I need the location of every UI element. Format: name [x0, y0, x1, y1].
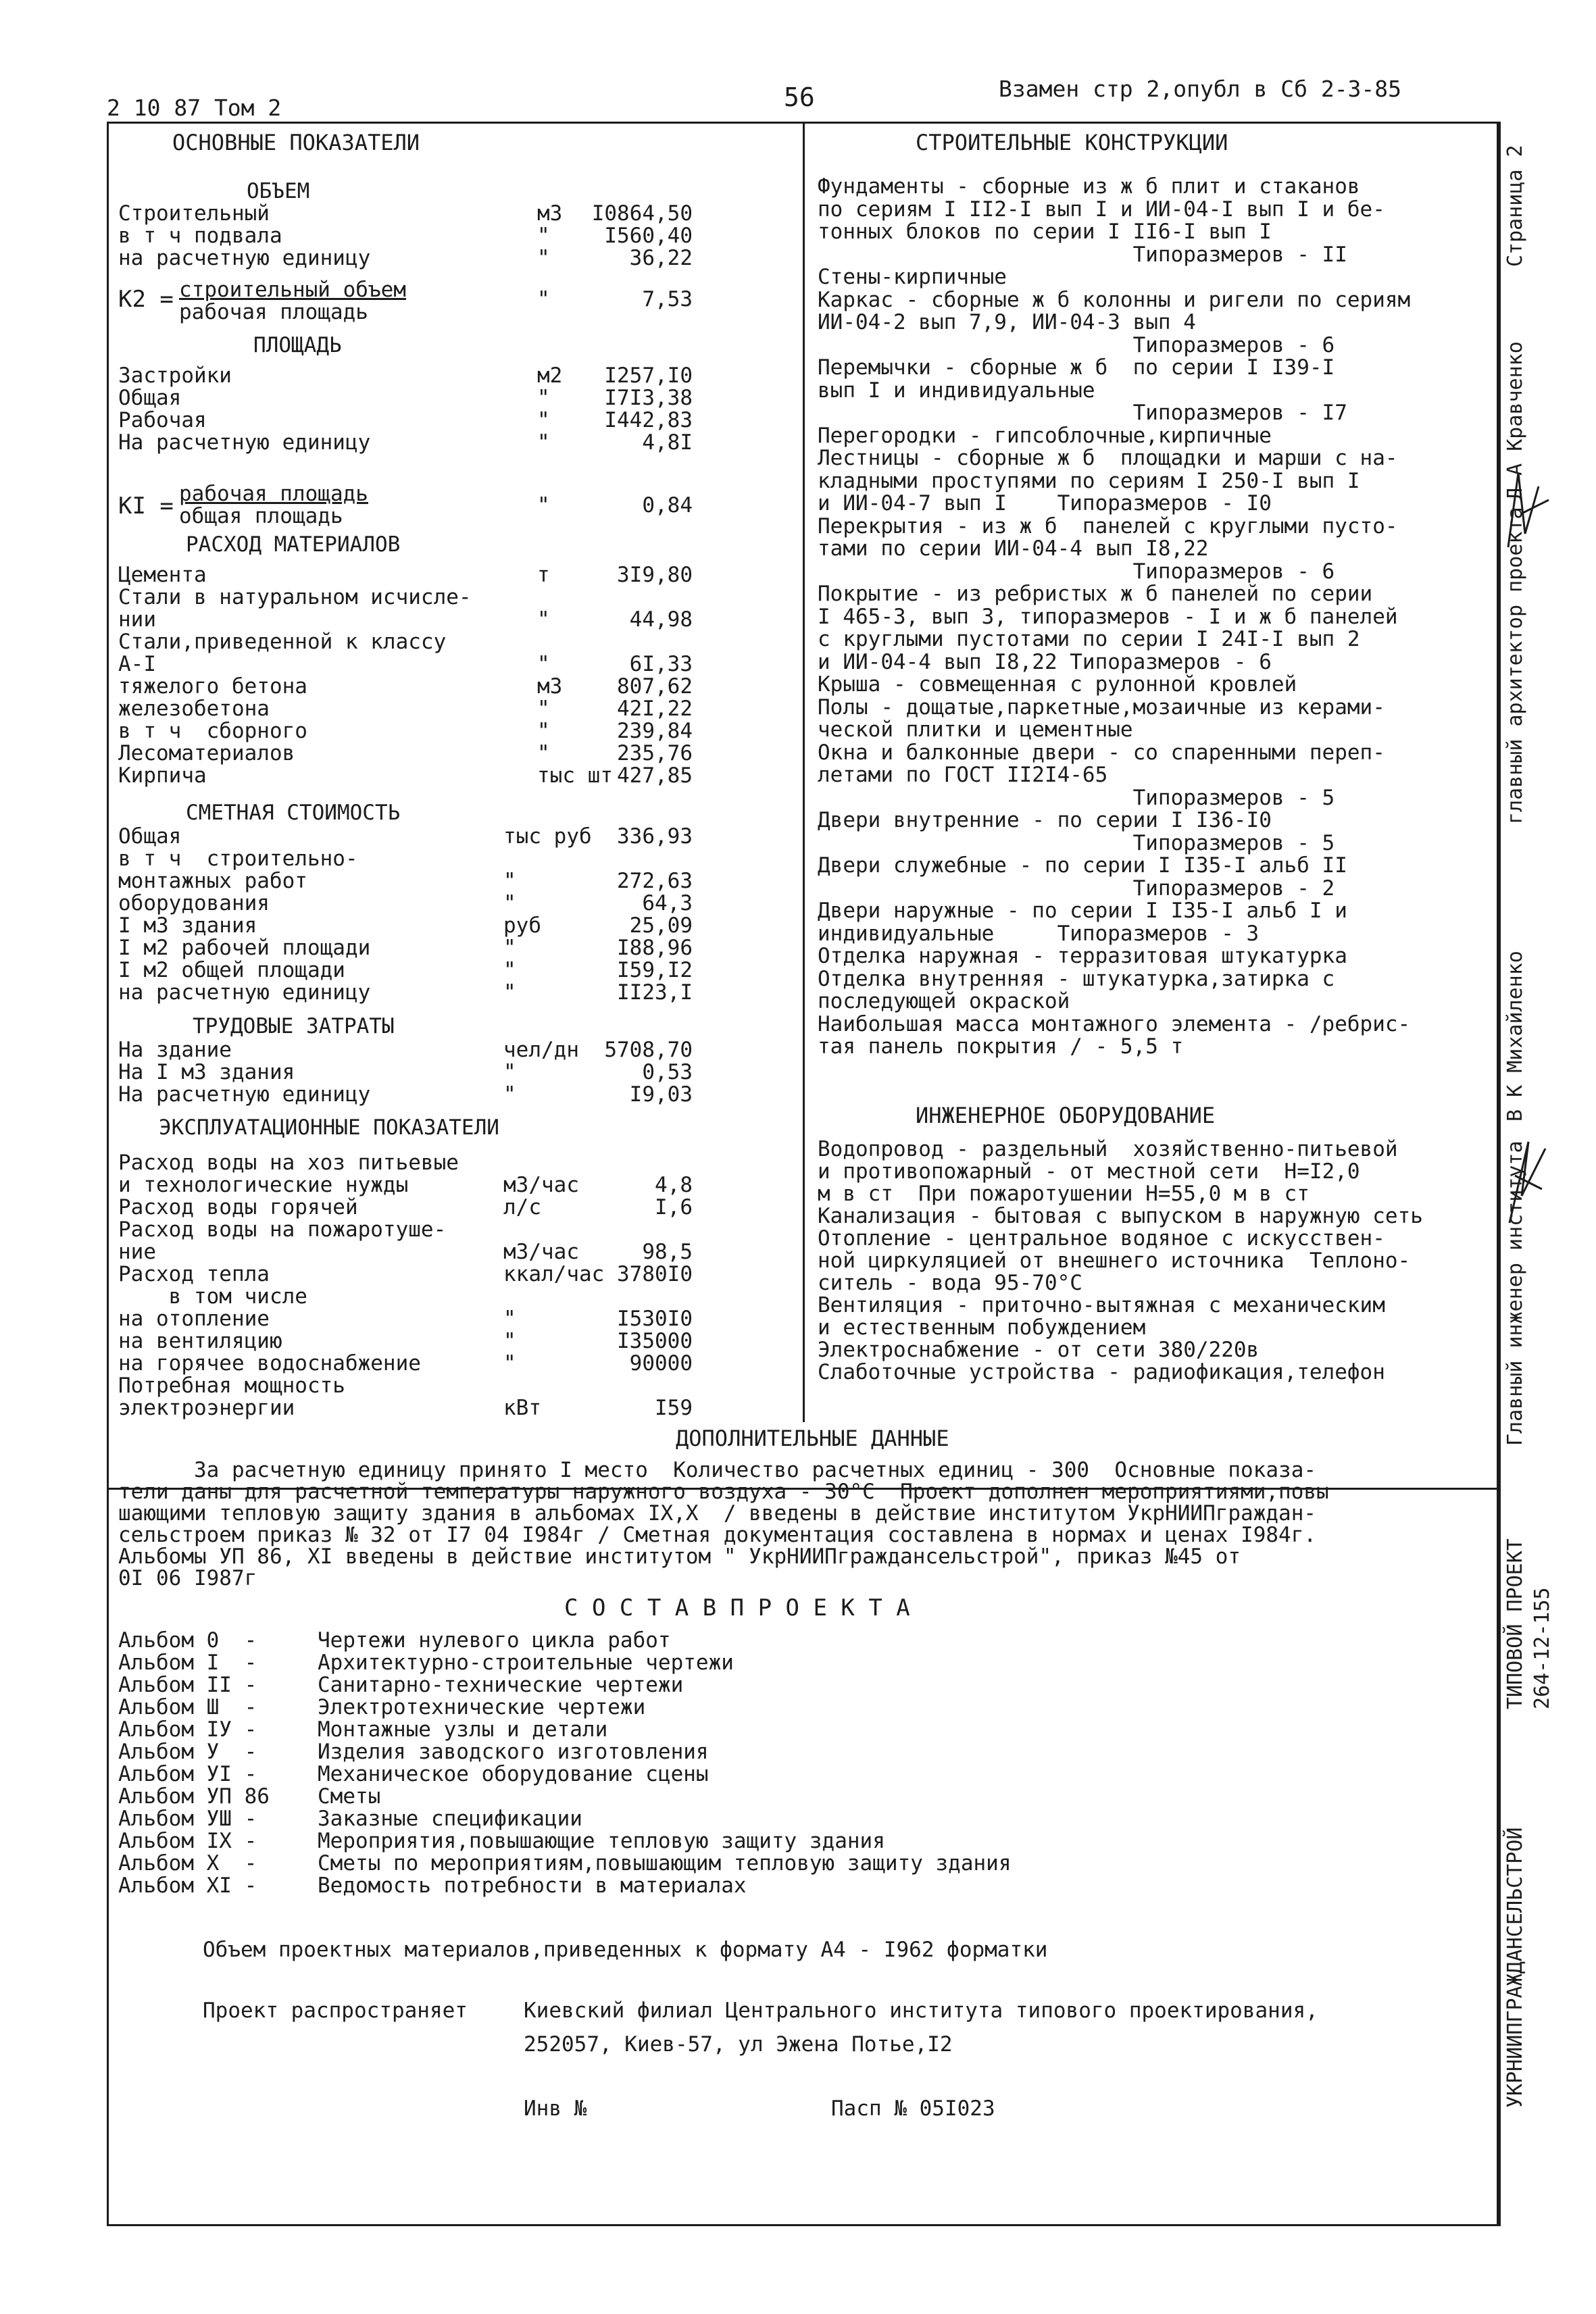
additional-line: тели даны для расчетной температуры наружного воздуха - 30°С Проект дополнен мероприятиями,повы — [118, 1480, 1329, 1504]
indicator-value: I257,I0 — [604, 363, 693, 388]
structure-line: и ИИ-04-7 вып I Типоразмеров - I0 — [818, 491, 1272, 515]
album-description: Электротехнические чертежи — [318, 1695, 646, 1719]
indicator-label: Расход воды на хоз питьевые — [118, 1151, 459, 1175]
additional-line: Альбомы УП 86, XI введены в действие институтом " УкрНИИПгражданcельстрой", приказ №45 от — [118, 1544, 1241, 1569]
indicator-unit: " — [537, 386, 550, 410]
engineering-line: Водопровод - раздельный хозяйственно-питьевой — [818, 1137, 1398, 1161]
indicator-value: I530I0 — [617, 1307, 693, 1331]
engineering-line: м в ст При пожаротушении Н=55,0 м в ст — [818, 1182, 1310, 1206]
indicator-label: Строительный — [118, 201, 270, 226]
album-label: Альбом IX - — [118, 1829, 257, 1853]
indicator-value: I35000 — [617, 1329, 693, 1353]
engineering-line: Канализация - бытовая с выпуском в наружную сеть — [818, 1204, 1423, 1228]
k2-numerator: строительный объем — [179, 278, 406, 302]
indicator-unit: " — [503, 1307, 516, 1331]
album-description: Ведомость потребности в материалах — [318, 1873, 747, 1898]
indicator-value: 42I,22 — [617, 697, 693, 721]
structure-line: Двери внутренние - по серии I I36-I0 — [818, 808, 1272, 832]
indicator-value: I88,96 — [617, 936, 693, 960]
k2-unit: " — [537, 287, 550, 311]
structure-line: летами по ГОСТ II2I4-65 — [818, 763, 1108, 787]
indicator-unit: " — [503, 980, 516, 1005]
structure-line: Наибольшая масса монтажного элемента - /ребрис- — [818, 1011, 1411, 1036]
indicator-label: железобетона — [118, 697, 270, 721]
distributor-line-2: 252057, Киев-57, ул Эжена Потье,I2 — [524, 2032, 953, 2057]
album-label: Альбом 0 - — [118, 1628, 257, 1653]
additional-line: шающими тепловую защиту здания в альбомах IX,X / введены в действие институтом УкрНИИПграждан- — [118, 1501, 1317, 1526]
indicator-unit: " — [503, 1060, 516, 1084]
section-title-additional: ДОПОЛНИТЕЛЬНЫЕ ДАННЫЕ — [676, 1426, 949, 1451]
structure-line: тонных блоков по серии I II6-I вып I — [818, 220, 1272, 244]
indicator-unit: " — [537, 607, 550, 632]
indicator-label: Стали в натуральном исчисле- — [118, 585, 472, 609]
structure-line: Отделка внутренняя - штукатурка,затирка с — [818, 966, 1335, 991]
album-description: Сметы — [318, 1784, 381, 1809]
sidebar-divider — [1499, 122, 1501, 2226]
indicator-label: На здание — [118, 1038, 232, 1062]
sidebar-architect-role: главный архитектор проекта — [1503, 507, 1527, 824]
indicator-unit: " — [537, 408, 550, 432]
structure-line: Двери наружные - по серии I I35-I альб I и — [818, 899, 1347, 923]
indicator-label: На расчетную единицу — [118, 430, 371, 455]
engineering-line: и противопожарный - от местной сети Н=I2,0 — [818, 1159, 1360, 1184]
structure-line: ИИ-04-2 вып 7,9, ИИ-04-3 вып 4 — [818, 310, 1196, 334]
indicator-unit: м3/час — [503, 1240, 579, 1264]
indicator-value: 4,8I — [642, 430, 693, 455]
indicator-label: на расчетную единицу — [118, 980, 371, 1005]
additional-line: 0I 06 I987г — [118, 1566, 257, 1590]
indicator-label: На I м3 здания — [118, 1060, 295, 1084]
materials-heading: РАСХОД МАТЕРИАЛОВ — [186, 532, 401, 557]
indicator-label: Общая — [118, 386, 182, 410]
indicator-unit: руб — [503, 913, 541, 938]
indicator-unit: " — [503, 1329, 516, 1353]
sidebar-institute: УКРНИИПГРАЖДАНСЕЛЬСТРОЙ — [1503, 1827, 1527, 2108]
structure-line: I 465-3, вып 3, типоразмеров - I и ж б панелей — [818, 604, 1398, 629]
k1-unit: " — [537, 493, 550, 518]
structure-line: Типоразмеров - 2 — [818, 876, 1335, 901]
indicator-label: Потребная мощность — [118, 1374, 345, 1398]
indicator-label: Расход воды на пожаротуше- — [118, 1217, 447, 1242]
indicator-unit: тыс шт — [537, 763, 613, 788]
structure-line: Стены-кирпичные — [818, 265, 1007, 289]
indicator-value: 5708,70 — [604, 1038, 693, 1062]
indicator-value: 98,5 — [642, 1240, 693, 1264]
indicator-value: 427,85 — [617, 763, 693, 788]
album-label: Альбом XI - — [118, 1873, 257, 1898]
k1-value: 0,84 — [642, 493, 693, 518]
structure-line: Полы - дощатые,паркетные,мозаичные из керами- — [818, 695, 1385, 720]
indicator-value: I59 — [655, 1396, 693, 1420]
inventory-number: Инв № — [524, 2096, 587, 2121]
sidebar-architect-name: Л А Кравченко — [1503, 341, 1527, 500]
indicator-label: Расход воды горячей — [118, 1195, 358, 1219]
album-label: Альбом УI - — [118, 1762, 257, 1786]
indicator-unit: " — [537, 697, 550, 721]
indicator-value: 235,76 — [617, 741, 693, 765]
album-description: Механическое оборудование сцены — [318, 1762, 709, 1786]
indicator-unit: ккал/час — [503, 1262, 605, 1286]
indicator-label: ние — [118, 1240, 156, 1264]
structure-line: Перемычки - сборные ж б по серии I I39-I — [818, 355, 1335, 380]
indicator-unit: кВт — [503, 1396, 541, 1420]
indicator-label: на вентиляцию — [118, 1329, 282, 1353]
sidebar-project-code: 264-12-155 — [1530, 1587, 1554, 1709]
album-description: Мероприятия,повышающие тепловую защиту здания — [318, 1829, 885, 1853]
indicator-label: Кирпича — [118, 763, 207, 788]
indicator-label: Стали,приведенной к классу — [118, 630, 447, 654]
indicator-label: монтажных работ — [118, 869, 307, 893]
structure-line: Фундаменты - сборные из ж б плит и стаканов — [818, 174, 1360, 199]
indicator-label: на горячее водоснабжение — [118, 1351, 421, 1376]
indicator-value: 3780I0 — [617, 1262, 693, 1286]
album-description: Изделия заводского изготовления — [318, 1740, 709, 1764]
indicator-value: 239,84 — [617, 719, 693, 743]
structure-line: Типоразмеров - I7 — [818, 401, 1347, 425]
indicator-label: А-I — [118, 652, 156, 676]
distributor-line-1: Киевский филиал Центрального института типового проектирования, — [524, 1998, 1318, 2023]
passport-number: Пасп № 05I023 — [831, 2096, 995, 2121]
album-label: Альбом IУ - — [118, 1717, 257, 1742]
indicator-value: 272,63 — [617, 869, 693, 893]
structure-line: кладными проступями по сериям I 250-I вып I — [818, 468, 1360, 493]
section-title-composition: С О С Т А В П Р О Е К Т А — [564, 1594, 910, 1621]
section-title-structures: СТРОИТЕЛЬНЫЕ КОНСТРУКЦИИ — [916, 130, 1228, 155]
indicator-label: в т ч строительно- — [118, 847, 358, 871]
structure-line: Перекрытия - из ж б панелей с круглыми пусто- — [818, 513, 1398, 538]
structure-line: Окна и балконные двери - со спаренными переп- — [818, 740, 1385, 765]
indicator-value: I560,40 — [604, 224, 693, 248]
section-title-main: ОСНОВНЫЕ ПОКАЗАТЕЛИ — [172, 130, 420, 155]
indicator-label: оборудования — [118, 891, 270, 915]
indicator-label: I м3 здания — [118, 913, 257, 938]
structure-line: Типоразмеров - 6 — [818, 332, 1335, 357]
k2-denominator: рабочая площадь — [179, 300, 368, 324]
structure-line: и ИИ-04-4 вып I8,22 Типоразмеров - 6 — [818, 649, 1272, 674]
structure-line: последующей окраской — [818, 989, 1070, 1013]
indicator-unit: " — [503, 869, 516, 893]
indicator-value: I9,03 — [629, 1082, 693, 1107]
indicator-label: в т ч сборного — [118, 719, 307, 743]
indicator-label: Лесоматериалов — [118, 741, 295, 765]
indicator-label: Застройки — [118, 363, 232, 388]
album-label: Альбом X - — [118, 1851, 257, 1876]
indicator-unit: " — [537, 652, 550, 676]
indicator-unit: " — [503, 1351, 516, 1376]
indicator-unit: м3 — [537, 674, 563, 699]
indicator-value: I442,83 — [604, 408, 693, 432]
main-indicators — [118, 132, 713, 1618]
sidebar-engineer-role: Главный инженер института — [1503, 1140, 1527, 1446]
indicator-label: На расчетную единицу — [118, 1082, 371, 1107]
album-description: Санитарно-технические чертежи — [318, 1673, 684, 1697]
indicator-unit: " — [537, 430, 550, 455]
replacement-note: Взамен стр 2,опубл в Сб 2-3-85 — [999, 76, 1402, 102]
indicator-unit: " — [503, 958, 516, 982]
indicator-label: в т ч подвала — [118, 224, 282, 248]
structure-line: Отделка наружная - терразитовая штукатурка — [818, 944, 1347, 968]
album-label: Альбом УП 86 — [118, 1784, 270, 1809]
indicator-value: I0864,50 — [591, 201, 693, 226]
indicator-unit: " — [503, 936, 516, 960]
indicator-label: электроэнергии — [118, 1396, 295, 1420]
indicator-value: 90000 — [629, 1351, 693, 1376]
indicator-unit: " — [537, 719, 550, 743]
album-description: Сметы по мероприятиям,повышающим тепловую защиту здания — [318, 1851, 1012, 1876]
indicator-value: II23,I — [617, 980, 693, 1005]
additional-line: сельстроем приказ № 32 от I7 04 I984г / Сметная документация составлена в нормах и ценах I984г. — [118, 1523, 1317, 1547]
indicator-value: 44,98 — [629, 607, 693, 632]
structure-line: Перегородки - гипсоблочные,кирпичные — [818, 423, 1272, 448]
indicator-value: 807,62 — [617, 674, 693, 699]
structure-line: Типоразмеров - 5 — [818, 785, 1335, 810]
album-description: Чертежи нулевого цикла работ — [318, 1628, 671, 1653]
sidebar-engineer-name: В К Михайленко — [1503, 951, 1527, 1122]
ops-heading: ЭКСПЛУАТАЦИОННЫЕ ПОКАЗАТЕЛИ — [159, 1115, 499, 1140]
page-number: 56 — [784, 82, 815, 112]
structure-line: Крыша - совмещенная с рулонной кровлей — [818, 672, 1297, 697]
structure-line: Лестницы - сборные ж б площадки и марши с на- — [818, 446, 1398, 470]
indicator-value: 25,09 — [629, 913, 693, 938]
indicator-value: 336,93 — [617, 824, 693, 849]
volume-heading: ОБЪЕМ — [247, 179, 310, 203]
cost-heading: СМЕТНАЯ СТОИМОСТЬ — [186, 801, 401, 825]
indicator-label: в том числе — [118, 1284, 307, 1309]
indicator-label: Рабочая — [118, 408, 207, 432]
labor-heading: ТРУДОВЫЕ ЗАТРАТЫ — [193, 1014, 395, 1038]
k1-numerator: рабочая площадь — [179, 482, 368, 506]
structure-line: Покрытие - из ребристых ж б панелей по серии — [818, 582, 1373, 606]
engineering-line: Слаботочные устройства - радиофикация,телефон — [818, 1360, 1385, 1384]
indicator-unit: чел/дн — [503, 1038, 579, 1062]
indicator-value: I59,I2 — [617, 958, 693, 982]
indicator-value: I,6 — [655, 1195, 693, 1219]
album-description: Монтажные узлы и детали — [318, 1717, 608, 1742]
engineering-line: Электроснабжение - от сети 380/220в — [818, 1338, 1260, 1362]
indicator-unit: " — [503, 1082, 516, 1107]
indicator-unit: м3/час — [503, 1173, 579, 1197]
sidebar-page-label: Страница 2 — [1503, 145, 1527, 267]
album-label: Альбом II - — [118, 1673, 257, 1697]
album-label: Альбом УШ - — [118, 1807, 257, 1831]
engineering-line: Вентиляция - приточно-вытяжная с механическим — [818, 1293, 1385, 1317]
section-title-engineering: ИНЖЕНЕРНОЕ ОБОРУДОВАНИЕ — [916, 1103, 1216, 1128]
structure-line: Каркас - сборные ж б колонны и ригели по сериям — [818, 287, 1411, 312]
indicator-value: 4,8 — [655, 1173, 693, 1197]
engineering-line: и естественным побуждением — [818, 1315, 1146, 1340]
structure-line: индивидуальные Типоразмеров - 3 — [818, 921, 1260, 946]
doc-code: 2 10 87 Том 2 — [107, 95, 282, 121]
structure-line: ческой плитки и цементные — [818, 718, 1133, 742]
indicator-unit: тыс руб — [503, 824, 592, 849]
k2-symbol: К2 = — [118, 286, 174, 313]
additional-line: За расчетную единицу принято I место Количество расчетных единиц - 300 Основные показа- — [118, 1458, 1317, 1482]
indicator-value: 0,53 — [642, 1060, 693, 1084]
indicator-label: и технологические нужды — [118, 1173, 409, 1197]
indicator-label: на отопление — [118, 1307, 270, 1331]
structure-line: Двери служебные - по серии I I35-I альб II — [818, 853, 1347, 878]
indicator-label: на расчетную единицу — [118, 246, 371, 270]
indicator-value: 64,3 — [642, 891, 693, 915]
album-label: Альбом У - — [118, 1740, 257, 1764]
k1-symbol: КI = — [118, 493, 174, 520]
structure-line: тами по серии ИИ-04-4 вып I8,22 — [818, 536, 1209, 561]
structure-line: по сериям I II2-I вып I и ИИ-04-I вып I и бе- — [818, 197, 1385, 222]
structure-line: вып I и индивидуальные — [818, 378, 1095, 403]
indicator-value: I7I3,38 — [604, 386, 693, 410]
indicator-unit: " — [503, 891, 516, 915]
structure-line: Типоразмеров - 6 — [818, 559, 1335, 584]
engineering-line: Отопление - центральное водяное с искусствен- — [818, 1226, 1385, 1251]
indicator-value: 6I,33 — [629, 652, 693, 676]
indicator-unit: т — [537, 563, 550, 587]
indicator-value: 3I9,80 — [617, 563, 693, 587]
indicator-unit: " — [537, 224, 550, 248]
indicator-label: Расход тепла — [118, 1262, 270, 1286]
k2-value: 7,53 — [642, 287, 693, 311]
indicator-unit: м2 — [537, 363, 563, 388]
indicator-label: Общая — [118, 824, 182, 849]
volume-note: Объем проектных материалов,приведенных к формату А4 - I962 форматки — [203, 1938, 1048, 1962]
indicator-unit: л/с — [503, 1195, 541, 1219]
album-description: Заказные спецификации — [318, 1807, 582, 1831]
structure-line: с круглыми пустотами по серии I 24I-I вып 2 — [818, 627, 1360, 651]
structure-line: тая панель покрытия / - 5,5 т — [818, 1034, 1184, 1059]
area-heading: ПЛОЩАДЬ — [253, 333, 342, 357]
engineering-line: ситель - вода 95-70°С — [818, 1271, 1082, 1295]
structure-line: Типоразмеров - 5 — [818, 830, 1335, 855]
indicator-label: тяжелого бетона — [118, 674, 307, 699]
album-label: Альбом Ш - — [118, 1695, 257, 1719]
indicator-label: нии — [118, 607, 156, 632]
distributor-label: Проект распространяет — [203, 1998, 468, 2023]
indicator-unit: " — [537, 246, 550, 270]
indicator-label: I м2 рабочей площади — [118, 936, 371, 960]
indicator-unit: м3 — [537, 201, 563, 226]
indicator-value: 36,22 — [629, 246, 693, 270]
engineering-line: ной циркуляцией от внешнего источника Теплоно- — [818, 1249, 1411, 1273]
structure-line: Типоразмеров - II — [818, 242, 1347, 267]
sidebar-project-label: ТИПОВОЙ ПРОЕКТ — [1503, 1538, 1527, 1709]
indicator-unit: " — [537, 741, 550, 765]
album-description: Архитектурно-строительные чертежи — [318, 1651, 734, 1675]
k1-denominator: общая площадь — [179, 504, 343, 528]
column-divider — [803, 122, 805, 1422]
album-label: Альбом I - — [118, 1651, 257, 1675]
indicator-label: Цемента — [118, 563, 207, 587]
indicator-label: I м2 общей площади — [118, 958, 345, 982]
